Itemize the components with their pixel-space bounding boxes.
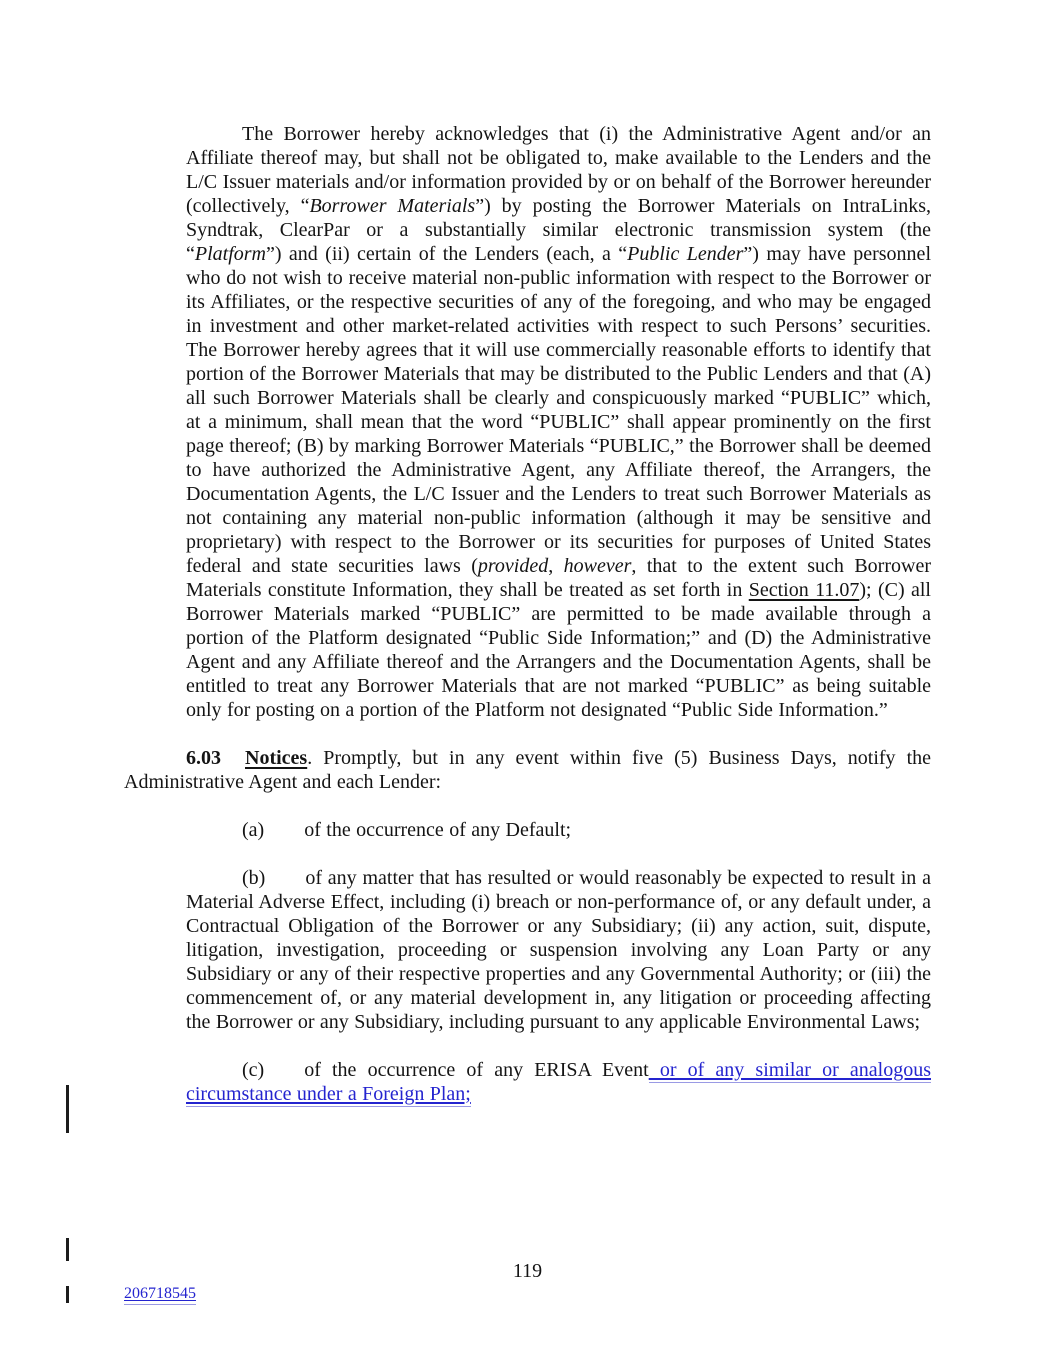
- page-number: 119: [512, 1260, 543, 1282]
- item-label: (a): [242, 819, 265, 841]
- text-run-inserted: or of any similar or analogous circumstance under a Foreign Plan;: [186, 1059, 931, 1105]
- text-run-italic: however: [563, 555, 632, 577]
- text-run-normal: of the occurrence of any ERISA Event: [304, 1059, 649, 1081]
- text-run-underline: Section 11.07: [748, 579, 860, 601]
- text-run-normal: , that to the extent such Borrower Materials constitute Information, they shall be treated as set forth in: [186, 555, 931, 601]
- text-run-italic: Public Lender: [627, 243, 744, 265]
- item-label: (c): [242, 1059, 265, 1081]
- text-run-normal: ”) by posting the Borrower Materials on IntraLinks, Syndtrak, ClearPar or a substantially similar electronic transmission system (the “: [186, 195, 931, 265]
- text-run-normal: ); (C) all Borrower Materials marked “PUBLIC” are permitted to be made available through a portion of the Platform designated “Public Side Information;” and (D) the Administrative Agent and any Affiliate thereof and the Arrangers and the Documentation Agents, shall be entitled to treat any Borrower Materials that are not marked “PUBLIC” as being suitable only for posting on a portion of the Platform not designated “Public Side Information.”: [186, 579, 931, 721]
- text-run-normal: of the occurrence of any Default;: [304, 819, 572, 841]
- text-run-italic: provided: [477, 555, 549, 577]
- item-text: [186, 867, 931, 1033]
- section-6-03-heading: [124, 746, 931, 794]
- section-heading-text: . Promptly, but in any event within five (5) Business Days, notify the Administrative Agent and each Lender:: [124, 747, 931, 793]
- change-bar-footer-2: [66, 1286, 69, 1303]
- text-run-italic: Platform: [194, 243, 267, 265]
- text-block: [124, 122, 931, 1130]
- change-bar-footer-1: [66, 1238, 69, 1261]
- section-title: Notices: [245, 747, 308, 769]
- item-text: [304, 819, 571, 841]
- paragraph-borrower-materials: [186, 122, 931, 722]
- section-number: 6.03: [186, 747, 221, 769]
- text-run-normal: ”) and (ii) certain of the Lenders (each, a “: [266, 243, 628, 265]
- item-label: (b): [242, 867, 266, 889]
- change-bar-item-c: [66, 1085, 69, 1133]
- document-id-stamp: 206718545: [124, 1285, 196, 1305]
- text-run-normal: ”) may have personnel who do not wish to receive material non-public information with respect to the Borrower or its Affiliates, or the respective securities of any of the foregoing, and who may be engaged in investment and other market-related activities with respect to such Persons’ securities. The Borrower hereby agrees that it will use commercially reasonable efforts to identify that portion of the Borrower Materials that may be distributed to the Public Lenders and that (A) all such Borrower Materials shall be clearly and conspicuously marked “PUBLIC” which, at a minimum, shall mean that the word “PUBLIC” shall appear prominently on the first page thereof; (B) by marking Borrower Materials “PUBLIC,” the Borrower shall be deemed to have authorized the Administrative Agent, any Affiliate thereof, the Arrangers, the Documentation Agents, the L/C Issuer and the Lenders to treat such Borrower Materials as not containing any material non-public information (although it may be sensitive and proprietary) with respect to the Borrower or its securities for purposes of United States federal and state securities laws (: [186, 243, 931, 577]
- list-item-c: [186, 1058, 931, 1106]
- list-item-b: [186, 866, 931, 1034]
- list-item-a: [186, 818, 931, 842]
- text-run-normal: The Borrower hereby acknowledges that (i) the Administrative Agent and/or an Affiliate thereof may, but shall not be obligated to, make available to the Lenders and the L/C Issuer materials and/or information provided by or on behalf of the Borrower hereunder (collectively, “: [186, 123, 931, 217]
- text-run-normal: of any matter that has resulted or would reasonably be expected to result in a Material Adverse Effect, including (i) breach or non-performance of, or any default under, a Contractual Obligation of the Borrower or any Subsidiary; (ii) any action, suit, dispute, litigation, investigation, proceeding or suspension involving any Loan Party or any Subsidiary or any of their respective properties and any Governmental Authority; or (iii) the commencement of, or any material development in, any litigation or proceeding affecting the Borrower or any Subsidiary, including pursuant to any applicable Environmental Laws;: [186, 867, 931, 1033]
- text-run-normal: ,: [548, 555, 564, 577]
- item-text: [186, 1059, 931, 1107]
- text-run-italic: Borrower Materials: [309, 195, 476, 217]
